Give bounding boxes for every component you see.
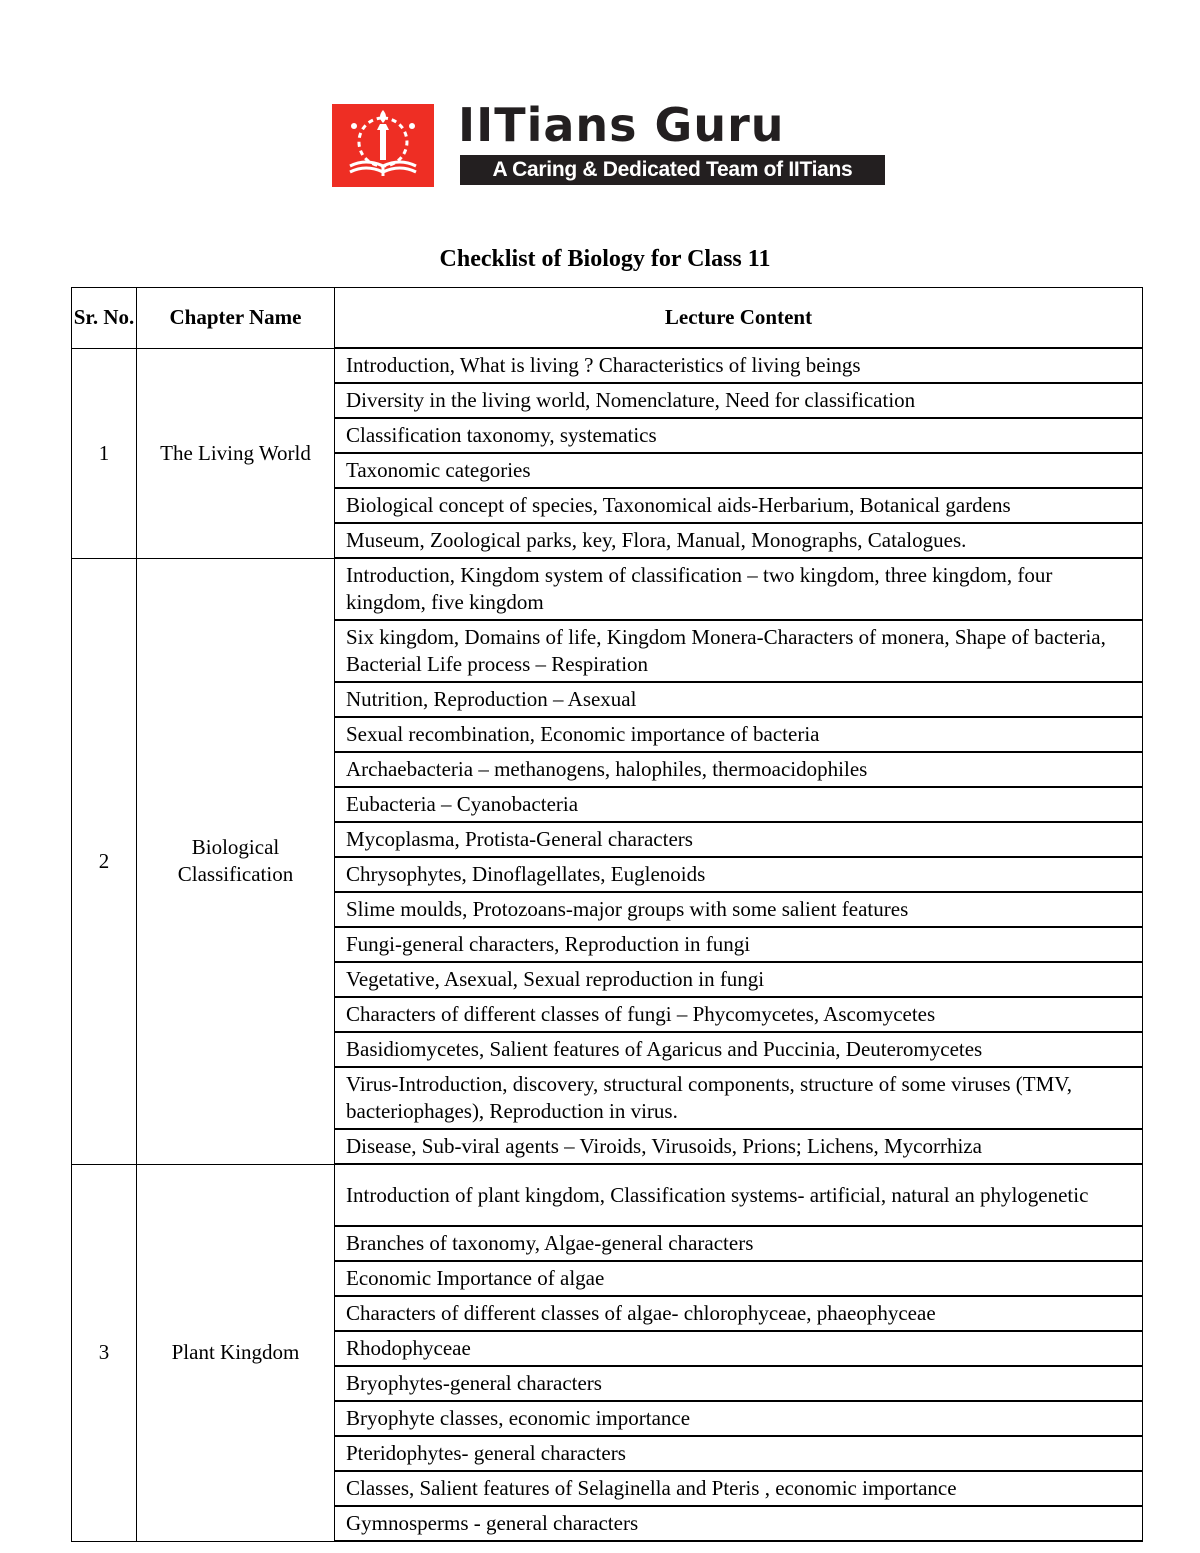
lecture-content-cell: Gymnosperms - general characters xyxy=(335,1506,1143,1541)
lecture-content-cell: Classification taxonomy, systematics xyxy=(335,418,1143,453)
header-chapter-name: Chapter Name xyxy=(137,288,335,349)
chapter-name-cell: Biological Classification xyxy=(137,558,335,1164)
lecture-content-cell: Introduction of plant kingdom, Classification systems- artificial, natural an phylogenetic xyxy=(335,1164,1143,1226)
lecture-content-cell: Taxonomic categories xyxy=(335,453,1143,488)
lecture-content-cell: Economic Importance of algae xyxy=(335,1261,1143,1296)
table-row xyxy=(72,1164,1143,1226)
lecture-content-cell: Branches of taxonomy, Algae-general characters xyxy=(335,1226,1143,1261)
lecture-content-cell: Nutrition, Reproduction – Asexual xyxy=(335,682,1143,717)
lecture-content-cell: Fungi-general characters, Reproduction in fungi xyxy=(335,927,1143,962)
brand-name: IITians Guru xyxy=(458,98,785,152)
checklist-table xyxy=(71,287,1143,1542)
lecture-content-cell: Museum, Zoological parks, key, Flora, Manual, Monographs, Catalogues. xyxy=(335,523,1143,558)
lecture-content-cell: Rhodophyceae xyxy=(335,1331,1143,1366)
lecture-content-cell: Chrysophytes, Dinoflagellates, Euglenoids xyxy=(335,857,1143,892)
lecture-content-cell: Pteridophytes- general characters xyxy=(335,1436,1143,1471)
lecture-content-cell: Bryophyte classes, economic importance xyxy=(335,1401,1143,1436)
lecture-content-cell: Introduction, What is living ? Characteristics of living beings xyxy=(335,348,1143,383)
book-gear-torch-emblem-icon xyxy=(332,104,434,187)
lecture-content-cell: Characters of different classes of fungi – Phycomycetes, Ascomycetes xyxy=(335,997,1143,1032)
lecture-content-cell: Biological concept of species, Taxonomical aids-Herbarium, Botanical gardens xyxy=(335,488,1143,523)
table-row xyxy=(72,348,1143,383)
lecture-content-cell: Vegetative, Asexual, Sexual reproduction in fungi xyxy=(335,962,1143,997)
lecture-content-cell: Virus-Introduction, discovery, structural components, structure of some viruses (TMV, bacteriophages), Reproduction in virus. xyxy=(335,1067,1143,1129)
lecture-content-cell: Bryophytes-general characters xyxy=(335,1366,1143,1401)
lecture-content-cell: Archaebacteria – methanogens, halophiles, thermoacidophiles xyxy=(335,752,1143,787)
page-title: Checklist of Biology for Class 11 xyxy=(439,246,771,272)
chapter-name-cell: The Living World xyxy=(137,348,335,558)
lecture-content-cell: Diversity in the living world, Nomenclature, Need for classification xyxy=(335,383,1143,418)
lecture-content-cell: Slime moulds, Protozoans-major groups with some salient features xyxy=(335,892,1143,927)
lecture-content-cell: Basidiomycetes, Salient features of Agaricus and Puccinia, Deuteromycetes xyxy=(335,1032,1143,1067)
logo xyxy=(332,98,885,187)
header-sr-no: Sr. No. xyxy=(72,288,137,349)
header-lecture-content: Lecture Content xyxy=(335,288,1143,349)
sr-no-cell: 2 xyxy=(72,558,137,1164)
table-row xyxy=(72,558,1143,620)
lecture-content-cell: Six kingdom, Domains of life, Kingdom Monera-Characters of monera, Shape of bacteria, Bacterial Life process – Respiration xyxy=(335,620,1143,682)
lecture-content-cell: Characters of different classes of algae- chlorophyceae, phaeophyceae xyxy=(335,1296,1143,1331)
lecture-content-cell: Disease, Sub-viral agents – Viroids, Virusoids, Prions; Lichens, Mycorrhiza xyxy=(335,1129,1143,1164)
table-header-row xyxy=(72,288,1143,349)
lecture-content-cell: Classes, Salient features of Selaginella and Pteris , economic importance xyxy=(335,1471,1143,1506)
lecture-content-cell: Eubacteria – Cyanobacteria xyxy=(335,787,1143,822)
brand-tagline: A Caring & Dedicated Team of IITians xyxy=(460,155,885,185)
table-body xyxy=(72,348,1143,1541)
sr-no-cell: 3 xyxy=(72,1164,137,1541)
chapter-name-cell: Plant Kingdom xyxy=(137,1164,335,1541)
sr-no-cell: 1 xyxy=(72,348,137,558)
lecture-content-cell: Sexual recombination, Economic importance of bacteria xyxy=(335,717,1143,752)
lecture-content-cell: Mycoplasma, Protista-General characters xyxy=(335,822,1143,857)
lecture-content-cell: Introduction, Kingdom system of classification – two kingdom, three kingdom, four kingdom, five kingdom xyxy=(335,558,1143,620)
